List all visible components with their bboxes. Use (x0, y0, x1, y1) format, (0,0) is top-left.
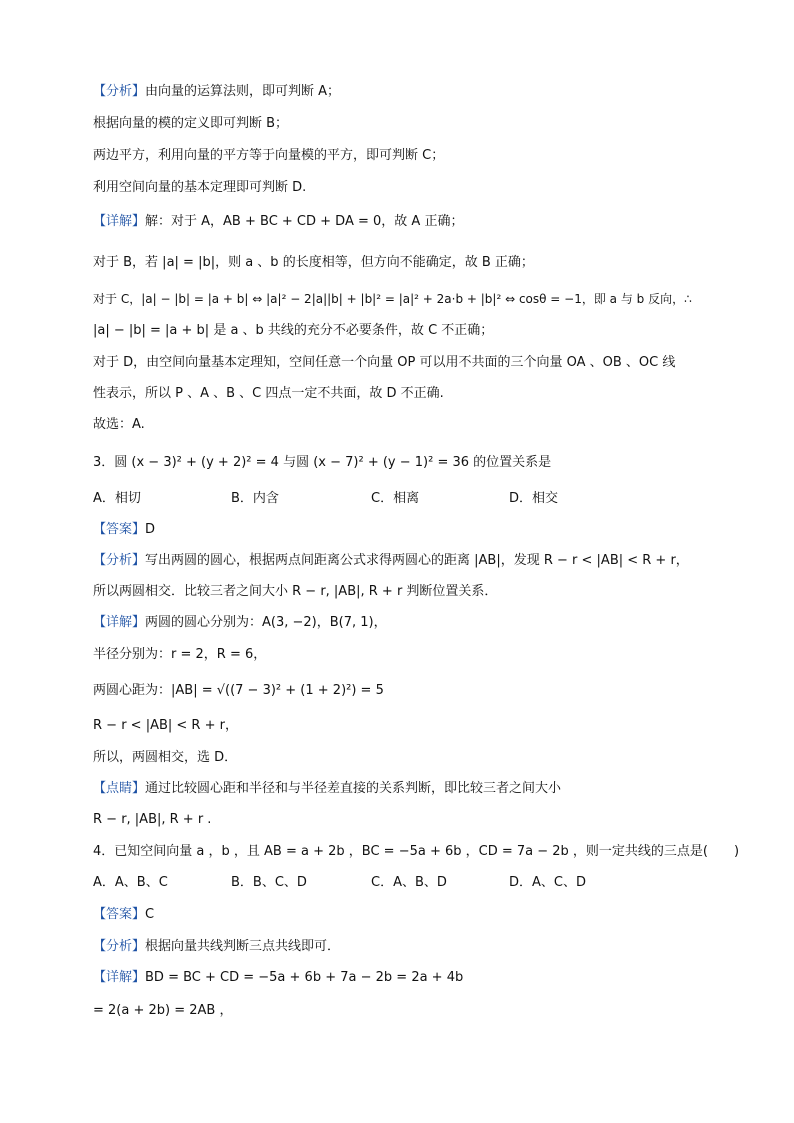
line-text: 对于 B，若 |a| = |b|，则 a 、b 的长度相等，但方向不能确定，故 B 正确； (93, 255, 534, 270)
q3-detail-3 (93, 682, 384, 700)
detail-line-2 (93, 254, 534, 272)
detail-line-3 (93, 290, 692, 308)
section-tag: 【详解】 (93, 970, 146, 985)
q4-option-c: C．A、B、D (371, 875, 447, 890)
question-3 (93, 454, 551, 472)
q3-detail-5 (93, 749, 237, 767)
q3-option-b: B．内含 (231, 491, 279, 506)
section-tag: 【分析】 (93, 84, 146, 99)
line-text: R − r < |AB| < R + r， (93, 718, 238, 733)
question-4 (93, 843, 739, 861)
line-text: 故选：A. (93, 417, 145, 432)
line-text: 由向量的运算法则，即可判断 A； (145, 84, 341, 99)
line-text: 写出两圆的圆心，根据两点间距离公式求得两圆心的距离 |AB|，发现 R − r < |AB| < R + r， (145, 553, 689, 568)
answer-4 (93, 906, 154, 924)
q3-option-a: A．相切 (93, 491, 141, 506)
q3-detail-1 (93, 614, 387, 632)
line-text: 性表示，所以 P 、A 、B 、C 四点一定不共面，故 D 不正确. (93, 386, 444, 401)
line-text: 利用空间向量的基本定理即可判断 D. (93, 180, 307, 195)
detail-line-1 (93, 213, 463, 231)
line-text: 对于 C，|a| − |b| = |a + b| ⇔ |a|² − 2|a||b| + |b|² = |a|² + 2a·b + |b|² ⇔ cosθ = −1，即 a 与 b 反向，∴ (93, 292, 692, 306)
line-text: 根据向量共线判断三点共线即可． (145, 939, 341, 954)
line-text: 对于 D，由空间向量基本定理知，空间任意一个向量 OP 可以用不共面的三个向量 OA 、OB 、OC 线 (93, 355, 676, 370)
section-tag: 【分析】 (93, 553, 146, 568)
section-tag: 【详解】 (93, 214, 146, 229)
line-text: 所以两圆相交．比较三者之间大小 R − r, |AB|, R + r 判断位置关系． (93, 584, 498, 599)
q4-detail-2 (93, 1002, 232, 1020)
detail-line-4 (93, 322, 493, 340)
analysis-line-4 (93, 179, 306, 197)
q3-note-2 (93, 811, 211, 829)
analysis-line-3 (93, 147, 444, 165)
line-text: 通过比较圆心距和半径和与半径差直接的关系判断，即比较三者之间大小 (145, 781, 562, 796)
line-text: |a| − |b| = |a + b| 是 a 、b 共线的充分不必要条件，故 C 不正确； (93, 323, 494, 338)
detail-line-5 (93, 354, 675, 372)
line-text: D (145, 522, 156, 537)
q4-detail-1 (93, 969, 463, 987)
line-text: C (145, 907, 155, 922)
line-text: 两圆的圆心分别为：A(3, −2)，B(7, 1)， (145, 615, 387, 630)
q3-analysis-1 (93, 552, 689, 570)
choice-line (93, 416, 145, 434)
line-text: 两边平方，利用向量的平方等于向量模的平方，即可判断 C； (93, 148, 445, 163)
q4-option-d: D．A、C、D (509, 875, 586, 890)
line-text: = 2(a + 2b) = 2AB ， (93, 1003, 233, 1018)
line-text: BD = BC + CD = −5a + 6b + 7a − 2b = 2a + 4b (145, 970, 464, 985)
line-text: 半径分别为：r = 2，R = 6， (93, 647, 267, 662)
q3-option-d: D．相交 (509, 491, 559, 506)
line-text: R − r, |AB|, R + r . (93, 812, 212, 827)
q3-note-1 (93, 780, 561, 798)
q3-detail-4 (93, 717, 238, 735)
section-tag: 【点睛】 (93, 781, 146, 796)
q3-detail-2 (93, 646, 266, 664)
line-text: 根据向量的模的定义即可判断 B； (93, 116, 289, 131)
detail-line-6 (93, 385, 444, 403)
q3-analysis-2 (93, 583, 497, 601)
line-text: 所以，两圆相交，选 D． (93, 750, 238, 765)
analysis-line-1 (93, 83, 340, 101)
q4-option-a: A．A、B、C (93, 875, 168, 890)
section-tag: 【详解】 (93, 615, 146, 630)
line-text: 解：对于 A，AB + BC + CD + DA = 0，故 A 正确； (145, 214, 464, 229)
question-text: 4．已知空间向量 a ，b ，且 AB = a + 2b ，BC = −5a + 6b ，CD = 7a − 2b ，则一定共线的三点是( ) (93, 844, 740, 859)
section-tag: 【分析】 (93, 939, 146, 954)
section-tag: 【答案】 (93, 907, 146, 922)
q3-option-c: C．相离 (371, 491, 420, 506)
q4-analysis (93, 938, 340, 956)
q4-option-b: B．B、C、D (231, 875, 307, 890)
analysis-line-2 (93, 115, 288, 133)
answer-3 (93, 521, 155, 539)
line-text: 两圆心距为：|AB| = √((7 − 3)² + (1 + 2)²) = 5 (93, 683, 384, 698)
section-tag: 【答案】 (93, 522, 146, 537)
question-text: 3．圆 (x − 3)² + (y + 2)² = 4 与圆 (x − 7)² + (y − 1)² = 36 的位置关系是 (93, 455, 552, 470)
